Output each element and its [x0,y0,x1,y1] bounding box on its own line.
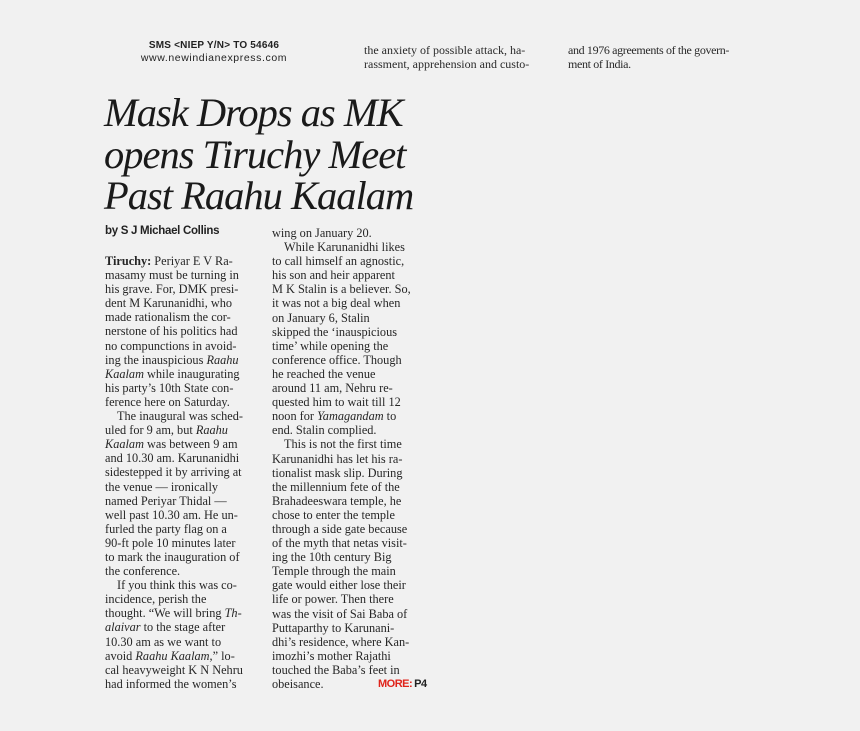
text-run: wing on January 20. [272,226,372,240]
body-text-line [105,649,263,663]
body-text-line [105,592,263,606]
headline-line: Past Raahu Kaalam [104,173,414,218]
text-run: tionalist mask slip. During [272,465,403,480]
text-run: ference here on Saturday. [105,394,230,409]
body-text-line [105,324,263,338]
text-run: 90-ft pole 10 minutes later [105,535,236,550]
italic-term: alaivar [105,620,141,635]
body-text-line [272,635,430,649]
text-run: and 10.30 am. Karunanidhi [105,451,240,466]
sms-promo [128,39,300,65]
italic-term: Kaalam [105,366,144,381]
text-run: was between 9 am [143,437,238,452]
body-text-line [105,395,263,409]
text-run: gate would either lose their [272,578,406,593]
body-text-line [272,325,430,339]
body-text-line [272,480,430,494]
text-run: Puttaparthy to Karunani- [272,620,395,635]
italic-term: Yamagandam [317,409,384,424]
body-text-line [105,480,263,494]
text-run: around 11 am, Nehru re- [272,381,393,396]
text-run: he reached the venue [272,366,376,381]
text-run: dent M Karunanidhi, who [105,296,233,311]
body-text-line [272,437,430,451]
text-run: M K Stalin is a believer. So, [272,282,411,297]
text-run: his party’s 10th State con- [105,380,234,395]
text-run: to mark the inauguration of [105,549,240,564]
byline: by S J Michael Collins [105,225,220,237]
body-text-line [105,381,263,395]
text-run: 10.30 am as we want to [105,634,222,649]
body-text-line [105,254,263,268]
text-run: uled for 9 am, but [105,423,196,438]
text-run: life or power. Then there [272,592,394,607]
body-text-line [272,578,430,592]
prev-article-col-b [364,43,529,71]
text-run: If you think this was co- [117,578,237,593]
text-run: while inaugurating [143,366,240,381]
body-text-line [105,522,263,536]
body-text-line [272,494,430,508]
headline [104,92,434,217]
article-column-2 [272,226,430,691]
body-text-line [272,282,430,296]
text-run: of the myth that netas visit- [272,536,407,551]
body-text-line [272,452,430,466]
body-text-line [272,296,430,310]
text-run: skipped the ‘inauspicious [272,324,397,339]
body-text-line [272,226,430,240]
body-text-line [105,677,263,691]
text-run: to call himself an agnostic, [272,254,405,269]
text-run: no compunctions in avoid- [105,338,237,353]
text-run: time’ while opening the [272,338,389,353]
text-run: nerstone of his politics had [105,324,238,339]
body-text-line [272,621,430,635]
text-run: masamy must be turning in [105,268,239,283]
prev-article-col-c [568,43,729,71]
text-run: had informed the women’s [105,676,237,691]
body-text-line [105,508,263,522]
text-run: to the stage after [140,620,226,635]
text-run: ” lo- [212,648,235,663]
text-run: Periyar E V Ra- [151,254,233,268]
body-text-line [105,635,263,649]
text-run: touched the Baba’s feet in [272,662,400,677]
article-column-1 [105,254,263,691]
text-run: well past 10.30 am. He un- [105,507,238,522]
body-text-line [272,522,430,536]
body-text-line [272,339,430,353]
italic-term: Raahu [206,352,239,367]
body-text-line [272,395,430,409]
body-text-line [105,465,263,479]
text-line: ment of India. [568,57,631,72]
body-text-line [105,310,263,324]
italic-term: Th- [224,606,242,621]
text-run: cal heavyweight K N Nehru [105,662,243,677]
text-run: dhi’s residence, where Kan- [272,634,410,649]
body-text-line [272,409,430,423]
text-run: his grave. For, DMK presi- [105,282,239,297]
text-run: ing the inauspicious [105,352,207,367]
dateline: Tiruchy: [105,254,152,268]
text-line: and 1976 agreements of the govern- [568,43,730,57]
text-run: the millennium fete of the [272,479,400,494]
text-run: Brahadeeswara temple, he [272,493,402,508]
headline-line: Mask Drops as MK [104,90,403,135]
text-run: This is not the first time [284,437,402,452]
body-text-line [105,268,263,282]
body-text-line [105,550,263,564]
text-run: the conference. [105,564,181,579]
body-text-line [272,607,430,621]
text-run: it was not a big deal when [272,296,401,311]
text-run: thought. “We will bring [105,606,225,621]
italic-term: Kaalam [105,437,144,452]
italic-term: Raahu Kaalam, [135,648,213,663]
body-text-line [105,578,263,592]
continuation-marker [378,678,427,690]
body-text-line [105,282,263,296]
body-text-line [272,353,430,367]
text-run: sidestepped it by arriving at [105,465,242,480]
text-run: end. Stalin complied. [272,423,377,438]
text-run: obeisance. [272,677,324,691]
body-text-line [105,536,263,550]
text-run: on January 6, Stalin [272,310,370,325]
page-reference: P4 [414,678,427,690]
body-text-line [105,353,263,367]
body-text-line [272,649,430,663]
body-text-line [105,367,263,381]
body-text-line [272,663,430,677]
text-run: the venue — ironically [105,479,219,494]
text-run: Karunanidhi has let his ra- [272,451,403,466]
text-line: rassment, apprehension and custo- [364,57,530,72]
body-text-line [272,564,430,578]
body-text-line [272,268,430,282]
body-text-line [272,550,430,564]
italic-term: Raahu [195,423,228,438]
body-text-line [105,606,263,620]
body-text-line [272,592,430,606]
body-text-line [105,437,263,451]
text-run: furled the party flag on a [105,521,227,536]
text-run: The inaugural was sched- [117,409,243,424]
headline-line: opens Tiruchy Meet [104,131,406,177]
body-text-line [272,466,430,480]
body-text-line [105,663,263,677]
text-run: to [383,409,397,424]
text-run: imozhi’s mother Rajathi [272,648,391,663]
body-text-line [105,409,263,423]
text-run: his son and heir apparent [272,268,395,283]
text-run: conference office. Though [272,352,402,367]
body-text-line [105,423,263,437]
body-text-line [272,240,430,254]
body-text-line [272,423,430,437]
text-run: While Karunanidhi likes [284,240,405,255]
text-run: incidence, perish the [105,592,207,607]
body-text-line [272,254,430,268]
body-text-line [272,381,430,395]
body-text-line [272,536,430,550]
body-text-line [272,311,430,325]
text-line: the anxiety of possible attack, ha- [364,43,526,57]
body-text-line [105,564,263,578]
sms-line: SMS <NIEP Y/N> TO 54646 [148,40,280,51]
body-text-line [105,339,263,353]
text-run: quested him to wait till 12 [272,395,401,410]
text-run: was the visit of Sai Baba of [272,606,408,621]
more-label: MORE: [378,678,413,690]
body-text-line [105,494,263,508]
text-run: through a side gate because [272,521,408,536]
text-run: named Periyar Thidal — [105,493,227,508]
body-text-line [105,451,263,465]
body-text-line [272,367,430,381]
text-run: made rationalism the cor- [105,310,231,325]
text-run: chose to enter the temple [272,507,395,522]
body-text-line [272,508,430,522]
text-run: avoid [105,648,136,663]
body-text-line [105,296,263,310]
text-run: ing the 10th century Big [272,550,392,565]
body-text-line [105,620,263,634]
text-run: noon for [272,409,318,424]
text-run: Temple through the main [272,564,396,579]
website-line: www.newindianexpress.com [140,52,288,64]
